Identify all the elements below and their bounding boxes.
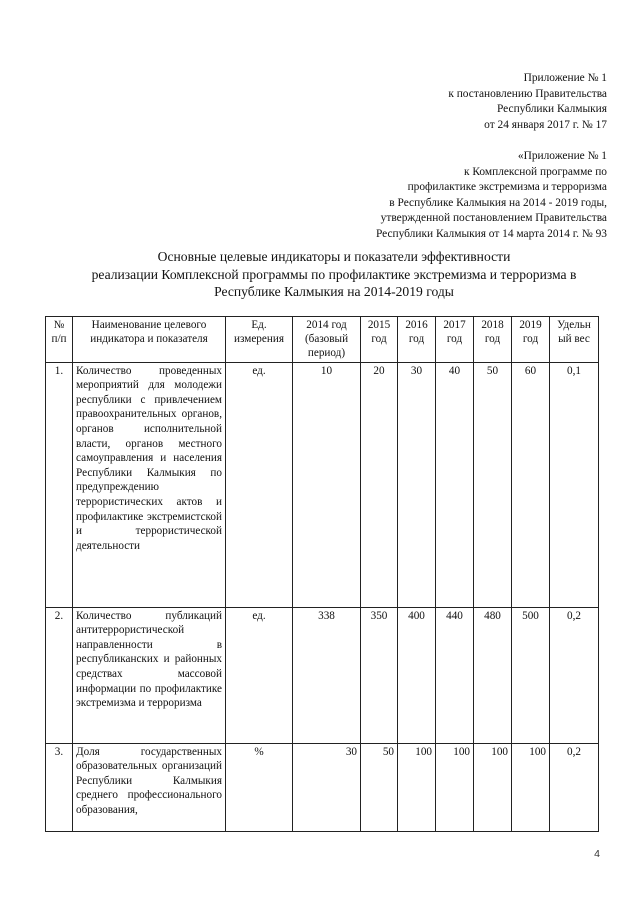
page-number: 4 — [594, 848, 600, 860]
annex-1-block — [448, 71, 607, 133]
row-value-2019: 100 — [512, 743, 550, 831]
annex-2-line: Республики Калмыкия от 14 марта 2014 г. № 93 — [375, 227, 607, 240]
header-name: Наименование целевого индикатора и показателя — [73, 317, 226, 363]
header-2018: 2018 год — [474, 317, 512, 363]
row-value-2015: 20 — [361, 362, 398, 607]
annex-1-line: к постановлению Правительства — [448, 87, 607, 100]
annex-2-line: к Комплексной программе по — [464, 165, 607, 178]
row-num: 3. — [46, 743, 73, 831]
row-value-2014: 30 — [293, 743, 361, 831]
title-line: Основные целевые индикаторы и показатели эффективности — [157, 249, 511, 264]
row-value-2018: 50 — [474, 362, 512, 607]
header-2014: 2014 год (базовый период) — [293, 317, 361, 363]
table-header-row — [46, 317, 599, 363]
header-num: № п/п — [46, 317, 73, 363]
row-weight: 0,1 — [550, 362, 599, 607]
table-row — [46, 607, 599, 743]
row-weight: 0,2 — [550, 743, 599, 831]
header-2016: 2016 год — [398, 317, 436, 363]
row-unit: ед. — [226, 362, 293, 607]
row-value-2017: 40 — [436, 362, 474, 607]
annex-2-block — [376, 149, 607, 243]
row-value-2015: 350 — [361, 607, 398, 743]
title-line: Республике Калмыкия на 2014-2019 годы — [214, 284, 454, 299]
header-2015: 2015 год — [361, 317, 398, 363]
row-value-2019: 500 — [512, 607, 550, 743]
annex-1-line: Республики Калмыкия — [496, 103, 607, 116]
row-value-2019: 60 — [512, 362, 550, 607]
annex-2-line: в Республике Калмыкия на 2014 - 2019 годы, — [389, 196, 607, 209]
row-value-2016: 30 — [398, 362, 436, 607]
row-num: 1. — [46, 362, 73, 607]
row-indicator-name: Количество проведенных мероприятий для молодежи республики с привлечением правоохранительных органов, органов исполнительной власти, органов местного самоуправления и населения Республики Калмыкия по предупреждению террористических актов и профилактике экстремистской и террористической деятельности — [73, 362, 226, 607]
header-unit: Ед. измерения — [226, 317, 293, 363]
annex-2-line: утвержденной постановлением Правительства — [380, 212, 607, 225]
row-indicator-name: Доля государственных образовательных организаций Республики Калмыкия среднего профессионального образования, — [73, 743, 226, 831]
header-2017: 2017 год — [436, 317, 474, 363]
header-2019: 2019 год — [512, 317, 550, 363]
row-value-2017: 100 — [436, 743, 474, 831]
annex-1-line: Приложение № 1 — [523, 72, 607, 84]
row-value-2014: 338 — [293, 607, 361, 743]
row-num: 2. — [46, 607, 73, 743]
row-unit: % — [226, 743, 293, 831]
table-row — [46, 362, 599, 607]
row-value-2018: 100 — [474, 743, 512, 831]
row-value-2014: 10 — [293, 362, 361, 607]
row-weight: 0,2 — [550, 607, 599, 743]
row-value-2016: 100 — [398, 743, 436, 831]
annex-2-line: «Приложение № 1 — [517, 150, 607, 162]
table-row — [46, 743, 599, 831]
title-line: реализации Комплексной программы по профилактике экстремизма и терроризма в — [91, 266, 577, 282]
header-weight: Удельн ый вес — [550, 317, 599, 363]
document-title — [40, 248, 628, 301]
row-value-2018: 480 — [474, 607, 512, 743]
annex-1-line: от 24 января 2017 г. № 17 — [484, 118, 607, 131]
row-unit: ед. — [226, 607, 293, 743]
row-indicator-name: Количество публикаций антитеррористической направленности в республиканских и районных средствах массовой информации по профилактике экстремизма и терроризма — [73, 607, 226, 743]
row-value-2016: 400 — [398, 607, 436, 743]
row-value-2015: 50 — [361, 743, 398, 831]
row-value-2017: 440 — [436, 607, 474, 743]
annex-2-line: профилактике экстремизма и терроризма — [407, 181, 607, 194]
indicators-table — [45, 316, 599, 832]
